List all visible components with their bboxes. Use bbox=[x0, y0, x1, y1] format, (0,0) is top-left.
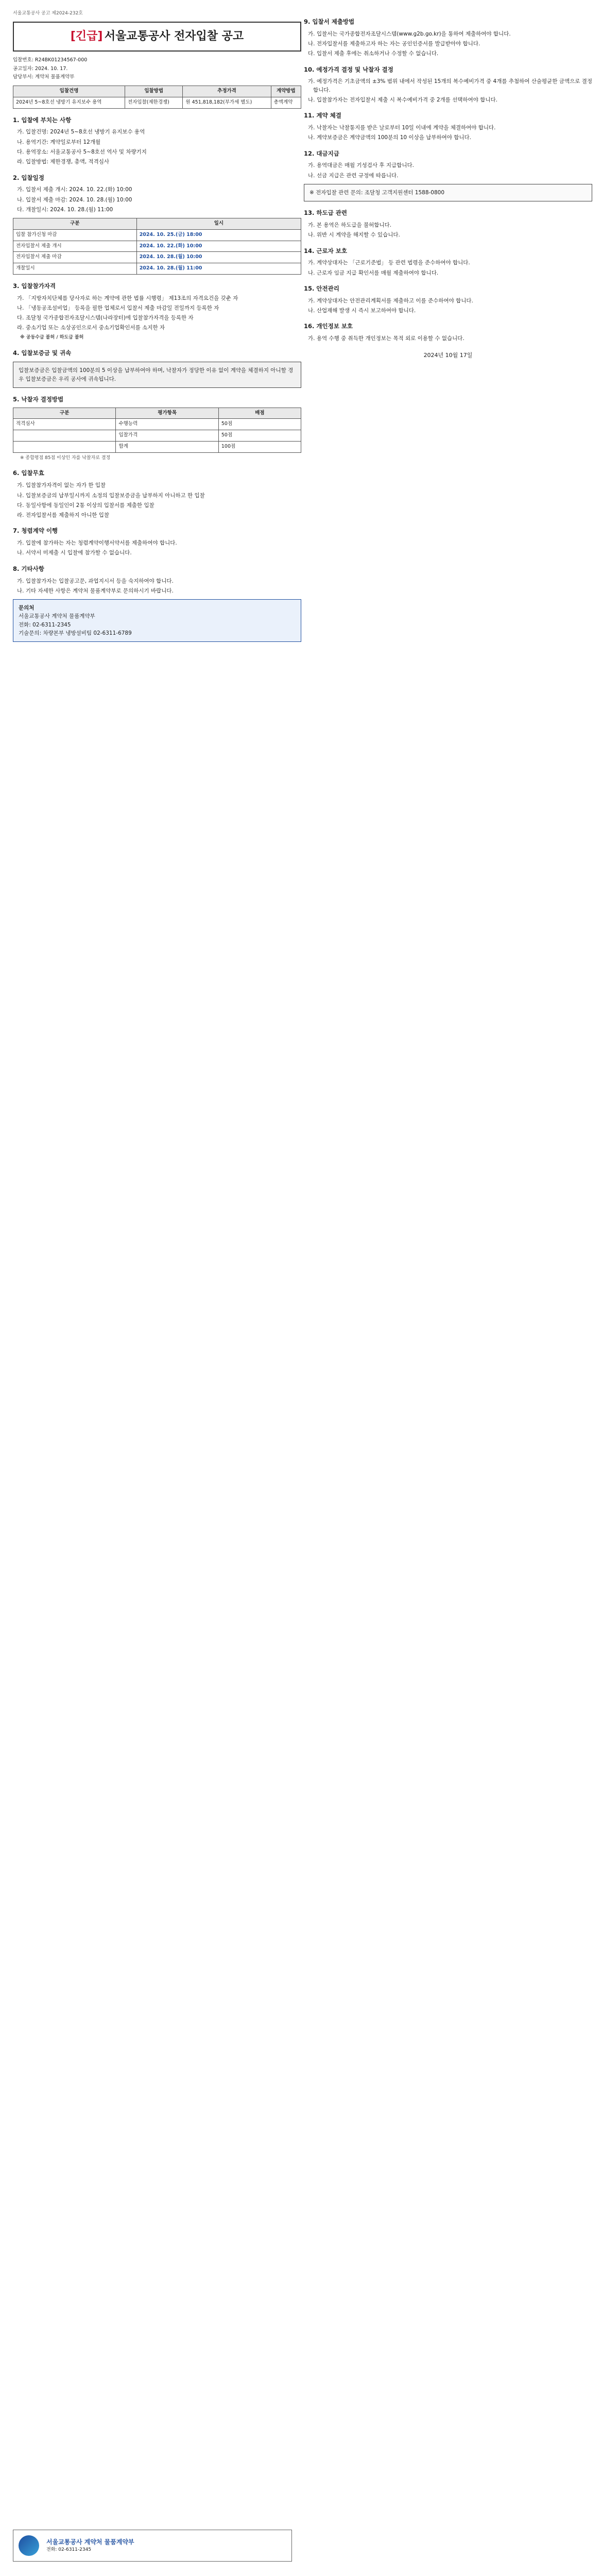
eval-cell: 입찰가격 bbox=[116, 430, 218, 442]
list-item: 나. 계약보증금은 계약금액의 100분의 10 이상을 납부하여야 합니다. bbox=[308, 134, 472, 141]
eval-cell: 합계 bbox=[116, 441, 218, 452]
list-item: 라. 중소기업 또는 소상공인으로서 중소기업확인서를 소지한 자 bbox=[17, 325, 165, 331]
section-title: 12. 대금지급 bbox=[304, 149, 339, 157]
list-item: 나. 입찰참가자는 전자입찰서 제출 시 복수예비가격 중 2개를 선택하여야 합니다. bbox=[308, 96, 497, 103]
schedule-cell: 전자입찰서 제출 개시 bbox=[13, 241, 137, 252]
info-box: ※ 전자입찰 관련 문의: 조달청 고객지원센터 1588-0800 bbox=[304, 184, 592, 201]
list-item: 나. 서약서 미제출 시 입찰에 참가할 수 없습니다. bbox=[17, 550, 132, 556]
schedule-cell: 입찰 참가신청 마감 bbox=[13, 229, 137, 241]
section-title: 4. 입찰보증금 및 귀속 bbox=[13, 349, 72, 357]
left-column bbox=[13, 10, 301, 646]
schedule-cell: 2024. 10. 25.(금) 18:00 bbox=[136, 229, 301, 241]
eval-header: 배점 bbox=[218, 408, 301, 419]
section-title: 10. 예정가격 결정 및 낙찰자 결정 bbox=[304, 65, 393, 73]
eval-cell: 100점 bbox=[218, 441, 301, 452]
section-title: 1. 입찰에 부치는 사항 bbox=[13, 116, 72, 124]
eval-cell bbox=[13, 441, 116, 452]
list-item: 나. 기타 자세한 사항은 계약처 물품계약부로 문의하시기 바랍니다. bbox=[17, 587, 174, 594]
contact-box bbox=[13, 599, 301, 642]
section-title: 16. 개인정보 보호 bbox=[304, 323, 353, 330]
list-item: 라. 입찰방법: 제한경쟁, 총액, 적격심사 bbox=[17, 159, 110, 165]
summary-header: 입찰방법 bbox=[125, 86, 183, 97]
section-title: 8. 기타사항 bbox=[13, 565, 44, 572]
contact-phone: 전화: 02-6311-2345 bbox=[19, 621, 71, 628]
table-row bbox=[13, 430, 301, 442]
posting-date: 공고일자: 2024. 10. 17. bbox=[13, 65, 68, 72]
list-item: 나. 용역기간: 계약일로부터 12개월 bbox=[17, 139, 101, 145]
summary-cell: 원 451,818,182(부가세 별도) bbox=[183, 97, 271, 108]
eval-cell: 적격심사 bbox=[13, 419, 116, 430]
table-row bbox=[13, 241, 301, 252]
summary-header: 계약방법 bbox=[271, 86, 301, 97]
schedule-cell: 전자입찰서 제출 마감 bbox=[13, 252, 137, 263]
eval-cell bbox=[13, 430, 116, 442]
list-item: 가. 「지방자치단체를 당사자로 하는 계약에 관한 법률 시행령」 제13조의 자격요건을 갖춘 자 bbox=[17, 295, 238, 301]
list-item: 가. 입찰서는 국가종합전자조달시스템(www.g2b.go.kr)을 통하여 제출하여야 합니다. bbox=[308, 30, 511, 37]
list-item: 가. 계약상대자는 안전관리계획서를 제출하고 이를 준수하여야 합니다. bbox=[308, 297, 473, 304]
table-row bbox=[13, 252, 301, 263]
header-note: 서울교통공사 공고 제2024-232호 bbox=[13, 11, 83, 16]
list-item: 가. 입찰서 제출 개시: 2024. 10. 22.(화) 10:00 bbox=[17, 187, 132, 193]
notice-title bbox=[13, 22, 301, 52]
eval-cell: 수행능력 bbox=[116, 419, 218, 430]
summary-cell: 전자입찰(제한경쟁) bbox=[125, 97, 183, 108]
contact-tech: 기술문의: 차량본부 냉방설비팀 02-6311-6789 bbox=[19, 630, 132, 636]
list-item: 다. 입찰서 제출 후에는 취소하거나 수정할 수 없습니다. bbox=[308, 50, 439, 57]
eval-header: 평가항목 bbox=[116, 408, 218, 419]
schedule-table bbox=[13, 218, 301, 275]
table-row bbox=[13, 229, 301, 241]
list-item: 가. 용역대금은 매월 기성검사 후 지급합니다. bbox=[308, 162, 414, 169]
list-item: 나. 입찰보증금의 납부일시까지 소정의 입찰보증금을 납부하지 아니하고 한 입찰 bbox=[17, 492, 205, 499]
section-title: 14. 근로자 보호 bbox=[304, 247, 347, 255]
list-item: 가. 계약상대자는 「근로기준법」 등 관련 법령을 준수하여야 합니다. bbox=[308, 260, 470, 266]
list-item: 나. 선금 지급은 관련 규정에 따릅니다. bbox=[308, 172, 399, 179]
urgent-tag: [긴급] bbox=[70, 29, 103, 43]
section-title: 9. 입찰서 제출방법 bbox=[304, 18, 355, 25]
table-row bbox=[13, 263, 301, 274]
summary-header: 추정가격 bbox=[183, 86, 271, 97]
list-item: 가. 입찰에 참가하는 자는 청렴계약이행서약서를 제출하여야 합니다. bbox=[17, 540, 177, 547]
warning-note: ※ 공동수급 불허 / 하도급 불허 bbox=[20, 334, 84, 340]
list-item: 나. 근로자 임금 지급 확인서를 매월 제출하여야 합니다. bbox=[308, 269, 439, 276]
evaluation-table bbox=[13, 408, 301, 453]
section-title: 15. 안전관리 bbox=[304, 284, 339, 292]
list-item: 나. 위반 시 계약을 해지할 수 있습니다. bbox=[308, 232, 400, 239]
section-title: 3. 입찰참가자격 bbox=[13, 282, 56, 290]
list-item: 가. 낙찰자는 낙찰통지를 받은 날로부터 10일 이내에 계약을 체결하여야 합니다. bbox=[308, 125, 496, 131]
contact-dept: 서울교통공사 계약처 물품계약부 bbox=[19, 613, 95, 620]
list-item: 나. 산업재해 발생 시 즉시 보고하여야 합니다. bbox=[308, 307, 416, 314]
list-item: 나. 전자입찰서를 제출하고자 하는 자는 공인인증서를 발급받아야 합니다. bbox=[308, 41, 480, 47]
department: 담당부서: 계약처 물품계약부 bbox=[13, 74, 75, 80]
right-column bbox=[304, 10, 592, 368]
section-title: 2. 입찰일정 bbox=[13, 174, 44, 181]
list-item: 가. 본 용역은 하도급을 불허합니다. bbox=[308, 222, 392, 228]
list-item: 가. 예정가격은 기초금액의 ±3% 범위 내에서 작성된 15개의 복수예비가격 중 4개를 추첨하여 산술평균한 금액으로 결정합니다. bbox=[308, 78, 592, 93]
table-row bbox=[13, 441, 301, 452]
list-item: 라. 전자입찰서를 제출하지 아니한 입찰 bbox=[17, 512, 109, 519]
schedule-cell: 2024. 10. 22.(화) 10:00 bbox=[136, 241, 301, 252]
eval-cell: 50점 bbox=[218, 419, 301, 430]
list-item: 다. 용역장소: 서울교통공사 5~8호선 역사 및 차량기지 bbox=[17, 148, 147, 155]
section-title: 13. 하도급 관련 bbox=[304, 209, 347, 217]
company-logo-icon bbox=[19, 2535, 39, 2556]
list-item: 다. 개찰일시: 2024. 10. 28.(월) 11:00 bbox=[17, 206, 113, 213]
list-item: 다. 조달청 국가종합전자조달시스템(나라장터)에 입찰참가자격을 등록한 자 bbox=[17, 315, 194, 321]
section-title: 11. 계약 체결 bbox=[304, 112, 341, 120]
list-item: 나. 입찰서 제출 마감: 2024. 10. 28.(월) 10:00 bbox=[17, 196, 132, 203]
schedule-header: 구분 bbox=[13, 218, 137, 230]
footer-block bbox=[13, 2524, 589, 2576]
org-card bbox=[13, 2530, 292, 2562]
schedule-cell: 개찰일시 bbox=[13, 263, 137, 274]
table-row bbox=[13, 419, 301, 430]
list-item: 가. 용역 수행 중 취득한 개인정보는 목적 외로 이용할 수 없습니다. bbox=[308, 335, 465, 342]
org-phone: 전화: 02-6311-2345 bbox=[46, 2547, 92, 2553]
section-title: 6. 입찰무효 bbox=[13, 469, 44, 477]
table-row bbox=[13, 97, 301, 108]
section-title: 7. 청렴계약 이행 bbox=[13, 527, 58, 535]
title-main: 서울교통공사 전자입찰 공고 bbox=[104, 29, 244, 43]
eval-header: 구분 bbox=[13, 408, 116, 419]
summary-table bbox=[13, 86, 301, 108]
summary-header: 입찰건명 bbox=[13, 86, 125, 97]
section-title: 5. 낙찰자 결정방법 bbox=[13, 395, 64, 403]
summary-cell: 2024년 5~8호선 냉방기 유지보수 용역 bbox=[13, 97, 125, 108]
schedule-cell: 2024. 10. 28.(월) 11:00 bbox=[136, 263, 301, 274]
contact-title: 문의처 bbox=[19, 605, 35, 612]
list-item: 가. 입찰참가자는 입찰공고문, 과업지시서 등을 숙지하여야 합니다. bbox=[17, 578, 174, 584]
schedule-header: 일시 bbox=[136, 218, 301, 230]
schedule-cell: 2024. 10. 28.(월) 10:00 bbox=[136, 252, 301, 263]
list-item: 나. 「냉동공조설비업」 등록을 필한 업체로서 입찰서 제출 마감일 전일까지 등록한 자 bbox=[17, 304, 219, 311]
notice-date: 2024년 10월 17일 bbox=[423, 352, 473, 359]
guarantee-box: 입찰보증금은 입찰금액의 100분의 5 이상을 납부하여야 하며, 낙찰자가 정당한 이유 없이 계약을 체결하지 아니할 경우 입찰보증금은 우리 공사에 귀속됩니다. bbox=[13, 362, 301, 388]
eval-cell: 50점 bbox=[218, 430, 301, 442]
summary-cell: 총액계약 bbox=[271, 97, 301, 108]
list-item: 가. 입찰참가자격이 없는 자가 한 입찰 bbox=[17, 482, 106, 489]
eval-note: ※ 종합평점 85점 이상인 자를 낙찰자로 결정 bbox=[20, 455, 111, 461]
list-item: 다. 동일사항에 동일인이 2통 이상의 입찰서를 제출한 입찰 bbox=[17, 502, 154, 509]
org-dept: 서울교통공사 계약처 물품계약부 bbox=[46, 2538, 134, 2546]
notice-number: 입찰번호: R24BK01234567-000 bbox=[13, 57, 88, 63]
list-item: 가. 입찰건명: 2024년 5~8호선 냉방기 유지보수 용역 bbox=[17, 129, 145, 135]
